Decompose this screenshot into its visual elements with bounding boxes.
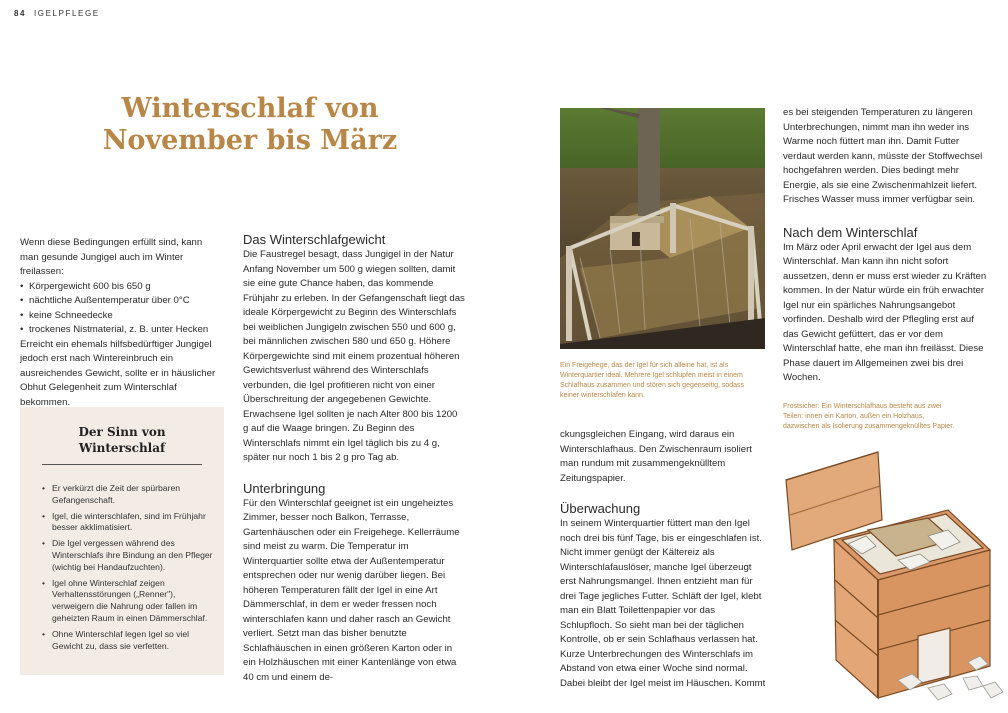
info-box-title bbox=[20, 424, 224, 456]
list-item: • Igel, die winterschlafen, sind im Frühjahr besser akklimatisiert. bbox=[42, 511, 214, 535]
info-box bbox=[20, 407, 224, 675]
paragraph: Die Faustregel besagt, dass Jungigel in der Natur Anfang November um 500 g wiegen sollten, damit sie eine gute Chance haben, das kommende Frühjahr zu erleben. In der Gefangenschaft liegt das ideale Körpergewicht zu Beginn des Winterschlafs bei weiblichen Jungigeln zwischen 550 und 600 g, bei männlichen zwischen 580 und 650 g. Höhere Körpergewichte sind mit einem prozentual höheren Gewichtsverlust während des Winterschlafs verbunden, die Igel profitieren nicht von einer Überschreitung der angegebenen Gewichte. Erwachsene Igel sollten je nach Alter 800 bis 1200 g auf die Waage bringen. Zu Beginn des Winterschlafs nimmt ein Igel täglich bis zu 4 g, später nur noch 1 bis 2 g pro Tag ab. bbox=[243, 249, 465, 463]
list-item: • keine Schneedecke bbox=[20, 309, 220, 324]
illustration-caption: Frostsicher: Ein Winterschlafhaus besteht aus zwei Teilen: innen ein Karton, außen ein Holzhaus, dazwischen als Isolierung zusammengeknülltes Papier. bbox=[783, 403, 955, 430]
heading-unterbringung: Unterbringung bbox=[243, 480, 326, 496]
page-number: 84 bbox=[14, 9, 27, 18]
photo-caption: Ein Freigehege, das der Igel für sich alleine hat, ist als Winterquartier ideal. Mehrere Igel schlupfen meist in einem Schlafhaus zusammen und stören sich gegenseitig, sodass keiner winterschlafen kann. bbox=[560, 362, 745, 399]
intro-text bbox=[20, 236, 220, 410]
enclosure-photo bbox=[560, 108, 765, 349]
running-header bbox=[14, 9, 100, 18]
heading-winterschlafgewicht: Das Winterschlafgewicht bbox=[243, 232, 386, 247]
heading-nach-dem-winterschlaf: Nach dem Winterschlaf bbox=[783, 224, 918, 240]
wooden-box-drawing bbox=[778, 440, 1008, 708]
paragraph: ckungsgleichen Eingang, wird daraus ein Winterschlafhaus. Den Zwischenraum isoliert man rundum mit zusammengeknülltem Zeitungspapier. bbox=[560, 429, 752, 484]
title-line-1: Winterschlaf von bbox=[121, 93, 379, 124]
intro-paragraph: Wenn diese Bedingungen erfüllt sind, kann man gesunde Jungigel auch im Winter freilassen: bbox=[20, 237, 203, 277]
list-item: • Ohne Winterschlaf legen Igel so viel Gewicht zu, dass sie verfetten. bbox=[42, 629, 214, 653]
list-item: • nächtliche Außentemperatur über 0°C bbox=[20, 294, 220, 309]
paragraph: Für den Winterschlaf geeignet ist ein ungeheiztes Zimmer, besser noch Balkon, Terrasse, Gartenhäuschen oder ein Freigehege. Kellerräume sind meist zu warm. Die Temperatur im Winterquartier sollte etwa der Außentemperatur entsprechen oder nur wenig darüber liegen. Bei höheren Temperaturen fällt der Igel in eine Art Dämmerschlaf, in dem er weder fressen noch winterschlafen kann und daher rasch an Gewicht verliert. Setzt man das bisher benutzte Schlafhäuschen in einen größeren Karton oder in ein Holzhäuschen mit einer Kantenlänge von etwa 40 cm und einem de- bbox=[243, 497, 460, 683]
list-item: • Igel ohne Winterschlaf zeigen Verhaltensstörungen („Renner"), verweigern die Nahrung oder fallen im geheizten Raum in einen Dämmerschlaf. bbox=[42, 578, 214, 625]
info-box-title-line-2: Winterschlaf bbox=[78, 441, 166, 455]
list-item: • Er verkürzt die Zeit der spürbaren Gefangenschaft. bbox=[42, 483, 214, 507]
text-column-4 bbox=[783, 106, 991, 386]
text-column-2 bbox=[243, 231, 465, 685]
text-column-3 bbox=[560, 428, 768, 691]
list-item: • Die Igel vergessen während des Winterschlafs ihre Bindung an den Pfleger (wichtig bei Handaufzuchten). bbox=[42, 538, 214, 573]
divider bbox=[42, 464, 202, 465]
list-item: • trockenes Nistmaterial, z. B. unter Hecken bbox=[20, 323, 220, 338]
list-item: • Körpergewicht 600 bis 650 g bbox=[20, 280, 220, 295]
section-name: IGELPFLEGE bbox=[33, 9, 100, 18]
paragraph: es bei steigenden Temperaturen zu längeren Unterbrechungen, nimmt man ihn weder ins Warme noch füttert man ihn. Damit Futter verdaut werden kann, müsste der Stoffwechsel hochgefahren werden. Dies bedingt mehr Energie, als sie eine Zwischenmahlzeit liefert. Frisches Wasser muss immer verfügbar sein. bbox=[783, 107, 983, 205]
photo-image bbox=[560, 108, 765, 349]
intro-followup: Erreicht ein ehemals hilfsbedürftiger Jungigel jedoch erst nach Wintereinbruch ein ausreichendes Gewicht, sollte er in häuslicher Obhut Gelegenheit zum Winterschlaf bekommen. bbox=[20, 338, 216, 408]
conditions-list bbox=[20, 280, 220, 338]
hibernation-house-illustration bbox=[778, 440, 1008, 708]
info-box-title-line-1: Der Sinn von bbox=[78, 425, 166, 439]
paragraph: In seinem Winterquartier füttert man den Igel noch drei bis fünf Tage, bis er eingeschlafen ist. Nicht immer genügt der Kältereiz als Winterschlafauslöser, manche Igel überzeugt erst Nahrungsmangel. Ihnen entzieht man für drei Tage jegliches Futter. Schläft der Igel, klebt man ein Blatt Toilettenpapier vor das Schlupfloch. So sieht man bei der täglichen Kontrolle, ob er sein Schlafhaus verlassen hat. Kurze Unterbrechungen des Winterschlafs im Abstand von etwa einer Woche sind normal. Dabei bleibt der Igel meist im Häuschen. Kommt bbox=[560, 518, 766, 689]
page-title bbox=[60, 93, 440, 157]
title-line-2: November bis März bbox=[102, 125, 398, 156]
info-box-list bbox=[42, 483, 214, 656]
heading-ueberwachung: Überwachung bbox=[560, 501, 641, 516]
paragraph: Im März oder April erwacht der Igel aus dem Winterschlaf. Man kann ihn nicht sofort aussetzen, denn er muss erst wieder zu Kräften kommen. In der Natur würde ein früh erwachter Igel nur ein spärliches Nahrungsangebot vorfinden. Deshalb wird der Pflegling erst auf das Gewicht gefüttert, das er vor dem Winterschlaf hatte, ehe man ihn freilässt. Diese Phase dauert im Allgemeinen zwei bis drei Wochen. bbox=[783, 241, 987, 383]
